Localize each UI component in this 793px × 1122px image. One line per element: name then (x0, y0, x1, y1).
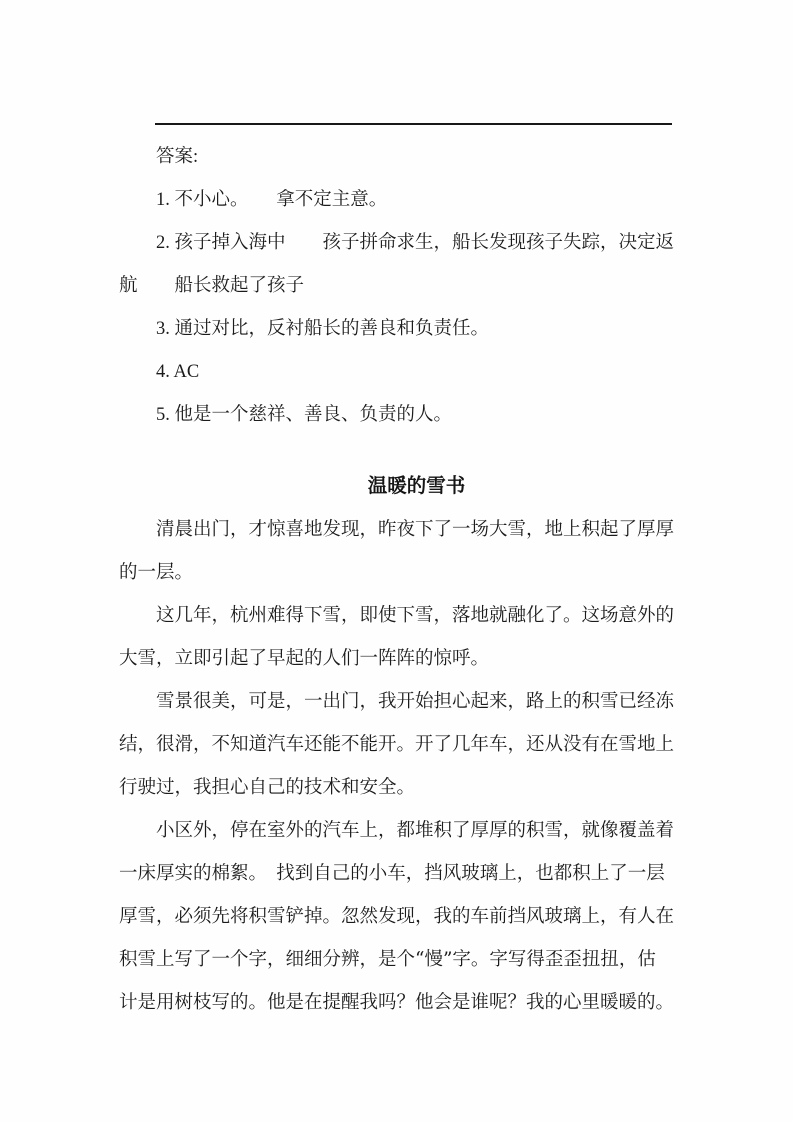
section-divider (155, 123, 672, 125)
paragraph-4-line-1: 小区外，停在室外的汽车上，都堆积了厚厚的积雪，就像覆盖着 (156, 820, 675, 841)
paragraph-3-line-2: 结，很滑，不知道汽车还能不能开。开了几年车，还从没有在雪地上 (119, 734, 675, 755)
paragraph-4-line-5: 计是用树枝写的。他是在提醒我吗？他会是谁呢？我的心里暖暖的。 (119, 992, 675, 1013)
answer-item-2-line-2: 航 船长救起了孩子 (119, 276, 305, 296)
answer-item-2-line-1: 2. 孩子掉入海中 孩子拼命求生，船长发现孩子失踪，决定返 (156, 233, 675, 253)
paragraph-4-line-4: 积雪上写了一个字，细细分辨，是个“慢”字。字写得歪歪扭扭，估 (119, 949, 656, 970)
answer-item-4: 4. AC (156, 362, 200, 382)
paragraph-2-line-2: 大雪，立即引起了早起的人们一阵阵的惊呼。 (119, 648, 490, 669)
passage-body (119, 508, 679, 1024)
answer-item-3: 3. 通过对比，反衬船长的善良和负责任。 (156, 319, 490, 339)
paragraph-3-line-3: 行驶过，我担心自己的技术和安全。 (119, 777, 416, 798)
paragraph-1-line-2: 的一层。 (119, 562, 194, 583)
paragraph-2-line-1: 这几年，杭州难得下雪，即使下雪，落地就融化了。这场意外的 (156, 605, 675, 626)
paragraph-4-line-2: 一床厚实的棉絮。 找到自己的小车，挡风玻璃上，也都积上了一层 (119, 863, 665, 884)
answer-item-5: 5. 他是一个慈祥、善良、负责的人。 (156, 405, 453, 425)
paragraph-1-line-1: 清晨出门，才惊喜地发现，昨夜下了一场大雪，地上积起了厚厚 (156, 519, 675, 540)
answers-section (119, 136, 679, 437)
answers-heading: 答案: (156, 147, 199, 167)
paragraph-3-line-1: 雪景很美，可是，一出门，我开始担心起来，路上的积雪已经冻 (156, 691, 675, 712)
paragraph-4-line-3: 厚雪，必须先将积雪铲掉。忽然发现，我的车前挡风玻璃上，有人在 (119, 906, 675, 927)
passage-title: 温暖的雪书 (367, 475, 466, 497)
answer-item-1: 1. 不小心。 拿不定主意。 (156, 190, 388, 210)
